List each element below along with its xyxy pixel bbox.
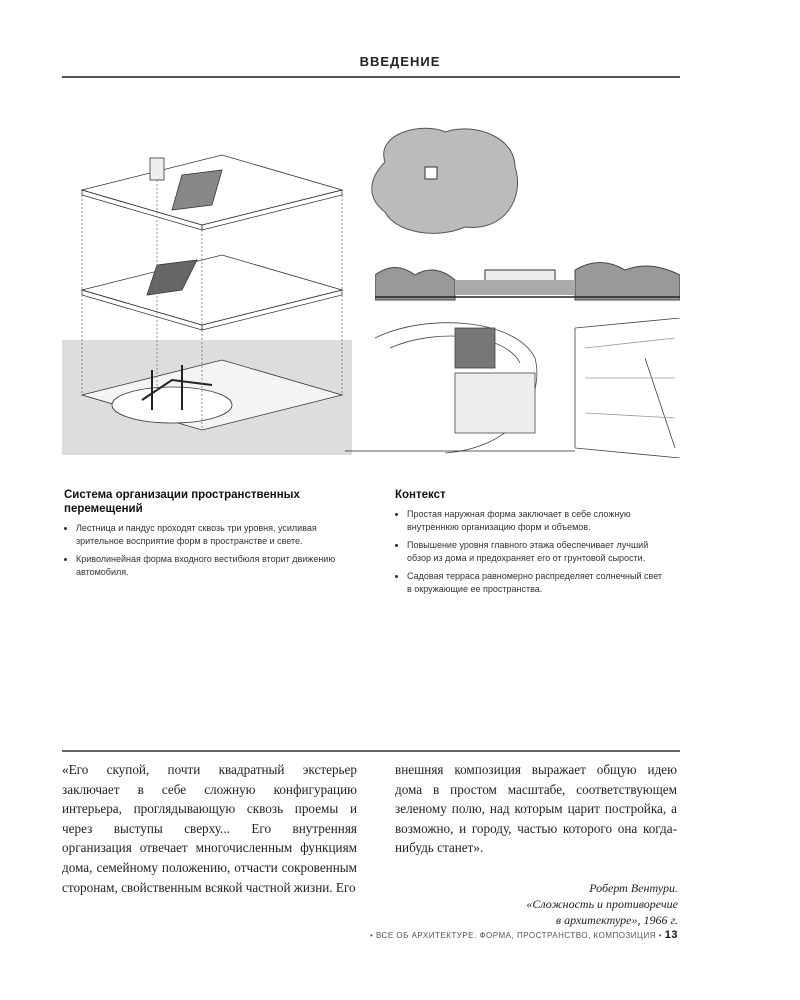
site-plan-drawing <box>365 122 525 240</box>
quote-column-1: «Его скупой, почти квадратный экстерьер заключает в себе сложную конфигурацию интерьера, проглядывающую сквозь проемы и через выступы сверху... Его внутренняя организация отвечает многочисленным функциям дома, семейному положению, отчасти сокровенным сторонам, свойственным всякой частной жизни. Его <box>62 762 357 895</box>
interior-perspective-drawing <box>345 318 680 458</box>
quote-book-year: в архитектуре», 1966 г. <box>555 913 678 927</box>
caption-item: • Лестница и пандус проходят сквозь три уровня, усиливая зрительное восприятие форм в пространстве и свете. <box>76 522 339 548</box>
quote-author: Роберт Вентури. <box>589 881 678 895</box>
caption-title: Система организации пространственных перемещений <box>64 489 300 515</box>
axonometric-drawing <box>62 150 352 460</box>
running-footer: • ВСЕ ОБ АРХИТЕКТУРЕ. ФОРМА, ПРОСТРАНСТВО, КОМПОЗИЦИЯ • <box>369 931 663 940</box>
caption-title: Контекст <box>395 489 446 501</box>
page-number: 13 <box>664 929 678 941</box>
quote-book: «Сложность и противоречие <box>526 897 678 911</box>
caption-item: • Криволинейная форма входного вестибюля вторит движению автомобиля. <box>76 553 339 579</box>
section-title: ВВЕДЕНИЕ <box>359 54 441 69</box>
header-rule <box>62 76 680 78</box>
quote-rule <box>62 750 680 752</box>
caption-item: • Повышение уровня главного этажа обеспечивает лучший обзор из дома и предохраняет его от грунтовой сырости. <box>407 539 665 565</box>
elevation-drawing <box>375 255 680 305</box>
caption-item: • Простая наружная форма заключает в себе сложную внутреннюю организацию форм и объемов. <box>407 508 665 534</box>
quote-source <box>526 880 678 928</box>
caption-item: • Садовая терраса равномерно распределяет солнечный свет в окружающие ее пространства. <box>407 570 665 596</box>
right-caption <box>395 488 665 601</box>
page-footer <box>370 929 678 941</box>
quote-column-2: внешняя композиция выражает общую идею дома в простом масштабе, соответствующем зеленому полю, над которым царит постройка, а возможно, и городу, частью которого она когда-нибудь станет». <box>395 762 677 856</box>
left-caption <box>64 488 339 584</box>
